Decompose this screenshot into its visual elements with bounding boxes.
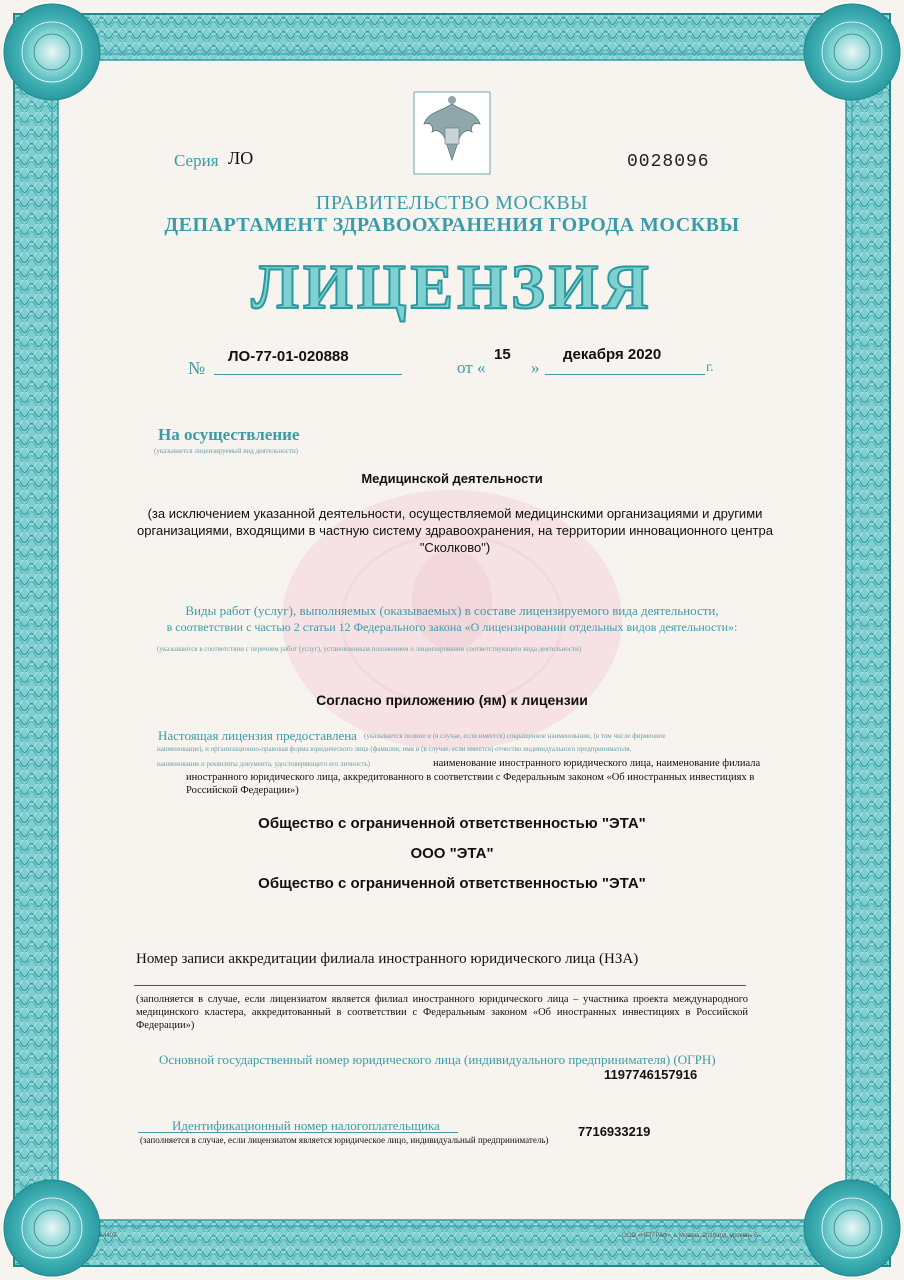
date-underline <box>545 374 705 375</box>
series-label: Серия <box>174 151 219 170</box>
granted-hint2: наименование), и организационно-правовая форма юридического лица (фамилия, имя и (в случае, если имеется) отчество индивидуального предпринимателя, <box>157 745 632 753</box>
license-day: 15 <box>494 346 511 363</box>
licensee-short-name: ООО "ЭТА" <box>410 845 494 862</box>
activity-name: Медицинской деятельности <box>361 471 543 486</box>
corner-rosette-top-left <box>4 4 100 100</box>
inn-label: Идентификационный номер налогоплательщика <box>172 1118 440 1133</box>
works-value: Согласно приложению (ям) к лицензии <box>316 692 588 708</box>
footer-left: А4407 <box>99 1233 117 1239</box>
corner-rosette-bottom-right <box>804 1180 900 1276</box>
government-title: ПРАВИТЕЛЬСТВО МОСКВЫ <box>315 192 589 214</box>
activity-clarification: (за исключением указанной деятельности, осуществляемой медицинскими организациями и другими организациями, входящими в частную систему здравоохранения, на территории инновационного центра "Сколково") <box>137 506 773 555</box>
ogrn-label: Основной государственный номер юридического лица (индивидуального предпринимателя) (ОГРН) <box>159 1052 716 1067</box>
license-month-year: декабря 2020 <box>563 346 662 363</box>
ogrn-value: 1197746157916 <box>604 1067 698 1082</box>
corner-rosette-top-right <box>804 4 900 100</box>
document-title: ЛИЦЕНЗИЯ <box>251 251 653 322</box>
nza-underline <box>134 985 746 986</box>
day-close: » <box>531 358 540 377</box>
license-number: ЛО-77-01-020888 <box>228 348 349 365</box>
department-title: ДЕПАРТАМЕНТ ЗДРАВООХРАНЕНИЯ ГОРОДА МОСКВЫ <box>164 214 740 236</box>
corner-rosette-bottom-left <box>4 1180 100 1276</box>
granted-hint5: Российской Федерации») <box>186 785 299 796</box>
from-label: от « <box>457 358 486 377</box>
activity-hint: (указывается лицензируемый вид деятельности) <box>154 447 299 455</box>
inn-value: 7716933219 <box>578 1124 651 1139</box>
nza-hint: (заполняется в случае, если лицензиатом является филиал иностранного юридического лица – участника проекта международного медицинского кластера, аккредитованный в соответствии с Федеральным законом «Об иностранных инвестициях в Российской Федерации») <box>136 994 748 1031</box>
inn-underline <box>138 1132 458 1133</box>
granted-hint4: иностранного юридического лица, аккредитованного в соответствии с Федеральным законом «Об иностранных инвестициях в <box>186 772 755 783</box>
nza-label: Номер записи аккредитации филиала иностранного юридического лица (НЗА) <box>136 951 639 967</box>
granted-label: Настоящая лицензия предоставлена <box>158 728 357 743</box>
granted-hint1: (указывается полное и (в случае, если имеется) сокращенное наименование, (в том числе фирменное <box>364 732 666 740</box>
coat-of-arms-icon <box>414 92 490 174</box>
inn-hint: (заполняется в случае, если лицензиатом является юридическое лицо, индивидуальный предприниматель) <box>140 1135 549 1145</box>
serial-number: 0028096 <box>627 152 710 172</box>
footer-right: ООО «НГТГРАФ», г. Москва, 2018 год, уровень Б <box>622 1233 758 1239</box>
year-suffix: г. <box>706 360 714 375</box>
licensee-brand-name: Общество с ограниченной ответственностью "ЭТА" <box>258 875 646 892</box>
licensee-full-name: Общество с ограниченной ответственностью "ЭТА" <box>258 815 646 832</box>
works-hint: (указываются в соответствии с перечнем работ (услуг), установленным положением о лицензировании соответствующего вида деятельности) <box>157 645 582 653</box>
granted-hint3-black: наименование иностранного юридического лица, наименование филиала <box>433 758 761 769</box>
granted-hint3: наименование и реквизиты документа, удостоверяющего его личность) <box>157 760 370 768</box>
series-value: ЛО <box>228 148 254 168</box>
number-label: № <box>188 358 206 378</box>
activity-label: На осуществление <box>158 425 300 444</box>
works-line1: Виды работ (услуг), выполняемых (оказываемых) в составе лицензируемого вида деятельности, <box>185 603 719 618</box>
works-line2: в соответствии с частью 2 статьи 12 Федерального закона «О лицензировании отдельных видов деятельности»: <box>166 620 738 634</box>
number-underline <box>214 374 402 375</box>
